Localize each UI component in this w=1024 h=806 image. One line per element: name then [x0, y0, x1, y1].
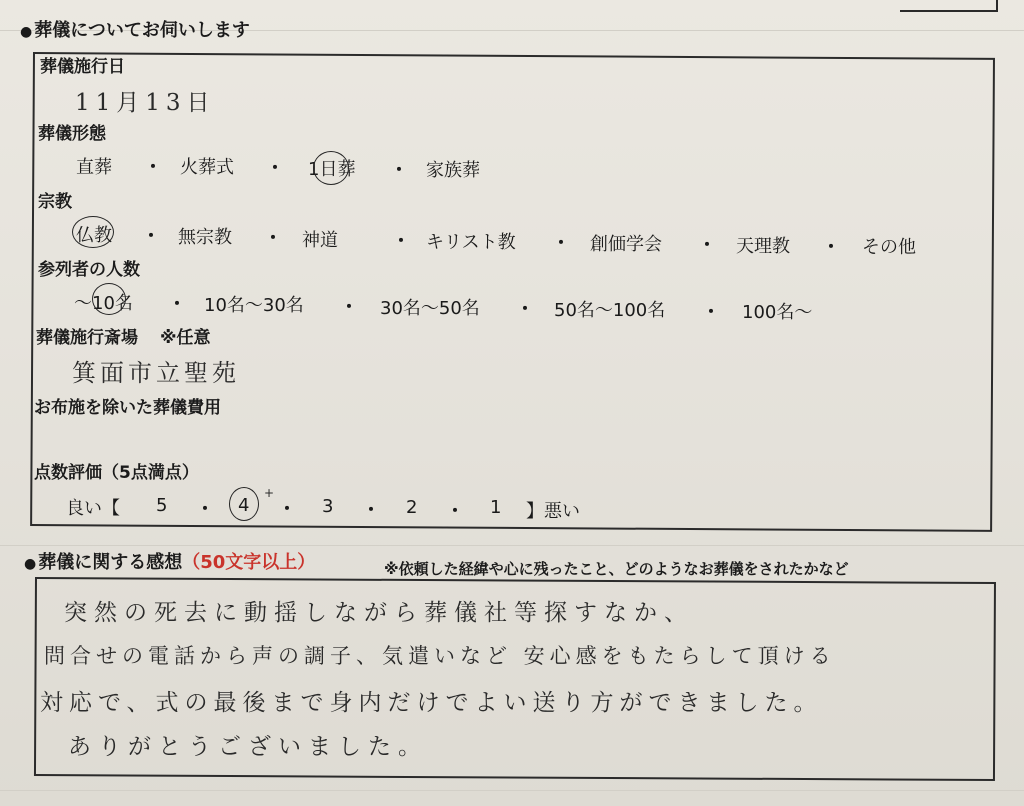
date-label: 葬儀施行日 [40, 57, 125, 77]
section-heading-funeral [20, 16, 250, 42]
option-up-to-10[interactable]: 〜10名 [74, 293, 133, 314]
separator: ・ [278, 499, 296, 520]
separator: ・ [264, 228, 282, 249]
option-10-to-30[interactable]: 10名〜30名 [204, 295, 304, 316]
separator: ・ [702, 302, 720, 323]
option-tenrikyo[interactable]: 天理教 [736, 236, 790, 257]
attendees-label: 参列者の人数 [38, 260, 140, 280]
rating-score-5[interactable]: 5 [156, 495, 168, 516]
separator: ・ [698, 235, 716, 256]
separator: ・ [552, 233, 570, 254]
impression-line-4: ありがとうございました。 [68, 734, 428, 760]
separator: ・ [266, 158, 284, 179]
rating-score-1[interactable]: 1 [490, 497, 502, 518]
rule-line [0, 790, 1024, 791]
option-over-100[interactable]: 100名〜 [742, 302, 813, 323]
impression-line-2: 問合せの電話から声の調子、気遣いなど 安心感をもたらして頂ける [44, 644, 836, 668]
option-christianity[interactable]: キリスト教 [426, 232, 516, 253]
separator: ・ [516, 299, 534, 320]
impression-line-1: 突然の死去に動揺しながら葬儀社等探すなか、 [64, 600, 694, 626]
option-shinto[interactable]: 神道 [302, 230, 338, 251]
selected-circle-mark [313, 151, 349, 185]
separator: ・ [822, 237, 840, 258]
rating-score-4[interactable]: 4 [238, 495, 250, 516]
cost-label: お布施を除いた葬儀費用 [34, 398, 221, 418]
venue-value[interactable]: 箕面市立聖苑 [72, 359, 240, 387]
separator: ・ [142, 226, 160, 247]
separator: ・ [168, 294, 186, 315]
option-direct-cremation[interactable]: 直葬 [76, 157, 112, 178]
venue-label [36, 323, 211, 348]
section-heading-text: 葬儀についてお伺いします [34, 20, 250, 41]
impression-hint: ※依頼した経緯や心に残ったこと、どのようなお葬儀をされたかなど [384, 560, 849, 578]
separator: ・ [144, 157, 162, 178]
date-value[interactable]: 11月13日 [75, 90, 216, 116]
requirement-note: （50文字以上） [182, 552, 316, 573]
option-cremation-ceremony[interactable]: 火葬式 [180, 157, 234, 178]
section-heading-text: 葬儀に関する感想 [38, 552, 183, 573]
plus-mark: + [264, 486, 275, 500]
option-one-day-funeral[interactable]: 1日葬 [308, 159, 356, 180]
religion-label: 宗教 [38, 192, 72, 212]
selected-circle-mark [72, 216, 114, 248]
bullet: ● [20, 24, 33, 40]
selected-circle-mark [92, 283, 126, 315]
rating-label: 点数評価（5点満点） [34, 463, 199, 483]
option-family-funeral[interactable]: 家族葬 [426, 160, 480, 181]
rating-bad-label: 】悪い [526, 501, 580, 522]
option-30-to-50[interactable]: 30名〜50名 [380, 298, 480, 319]
separator: ・ [196, 499, 214, 520]
rating-good-label: 良い【 [66, 498, 120, 519]
funeral-form-label: 葬儀形態 [38, 124, 106, 144]
impression-line-3: 対応で、式の最後まで身内だけでよい送り方ができました。 [40, 690, 823, 716]
optional-note: ※任意 [160, 328, 211, 348]
rating-score-3[interactable]: 3 [322, 496, 334, 517]
option-buddhism[interactable]: 仏教 [76, 225, 112, 246]
venue-label-text: 葬儀施行斎場 [36, 328, 138, 348]
separator: ・ [392, 231, 410, 252]
rating-score-2[interactable]: 2 [406, 497, 418, 518]
separator: ・ [340, 297, 358, 318]
option-no-religion[interactable]: 無宗教 [178, 227, 232, 248]
option-50-to-100[interactable]: 50名〜100名 [554, 300, 666, 321]
option-soka-gakkai[interactable]: 創価学会 [590, 234, 662, 255]
bullet: ● [24, 556, 37, 572]
separator: ・ [390, 160, 408, 181]
selected-circle-mark [229, 487, 259, 521]
separator: ・ [362, 500, 380, 521]
top-box-edge [900, 0, 998, 12]
rule-line [0, 545, 1024, 546]
section-heading-impressions [24, 548, 315, 574]
option-other[interactable]: その他 [862, 237, 916, 258]
separator: ・ [446, 501, 464, 522]
